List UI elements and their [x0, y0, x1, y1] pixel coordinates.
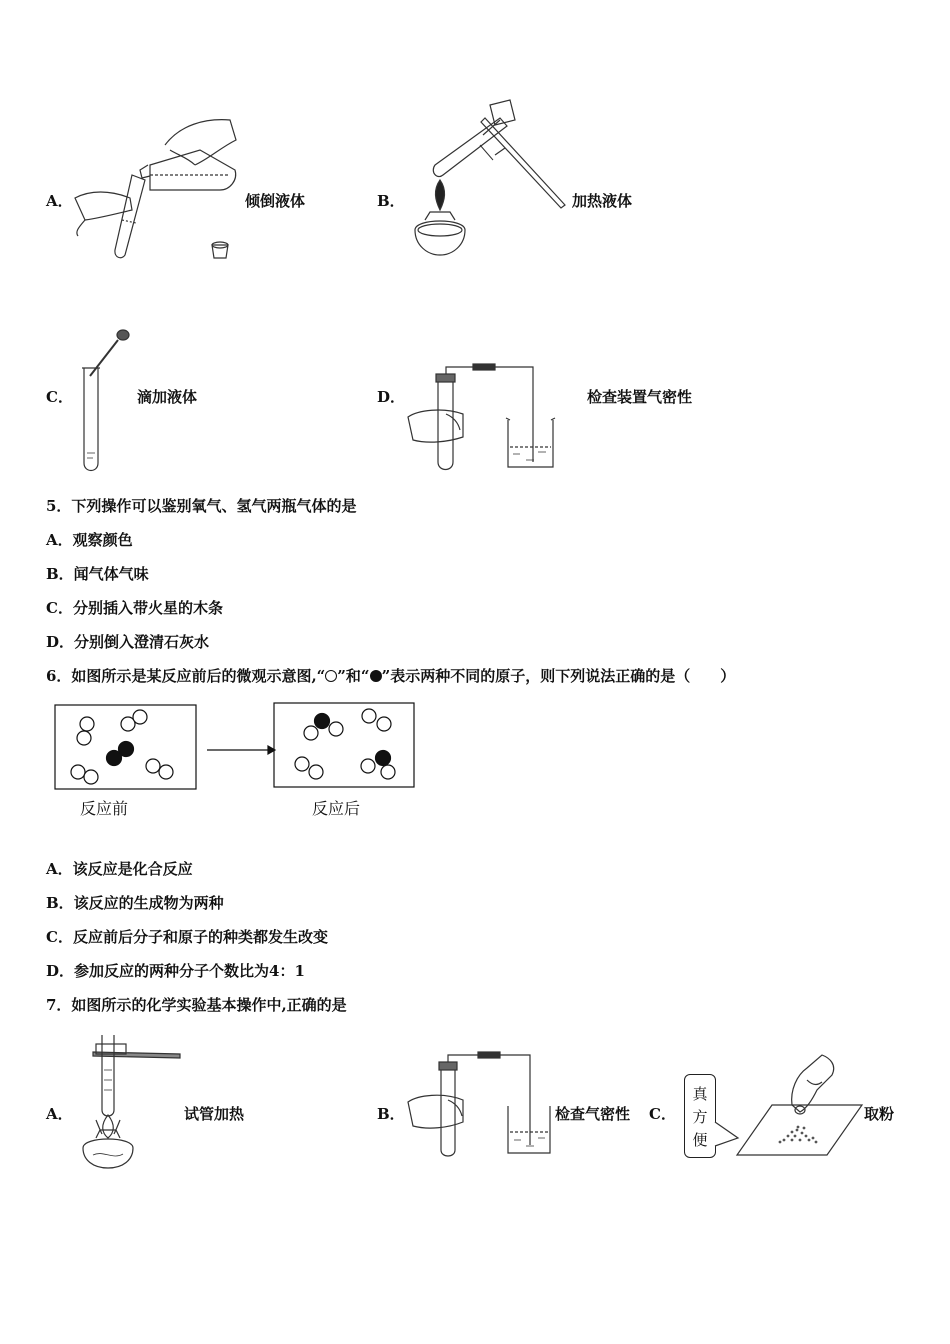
open-atom-icon — [325, 670, 337, 682]
q6-stem-part2: ”和“ — [337, 667, 370, 685]
caption-before: 反应前 — [80, 799, 129, 818]
q7-option-a-label: 试管加热 — [184, 1105, 245, 1123]
q7-option-c-label: 取粉 — [864, 1105, 895, 1123]
filled-atom-icon — [370, 670, 382, 682]
pouring-liquid-illustration — [70, 110, 240, 265]
q4-option-c-letter: C． — [46, 388, 73, 406]
q7-option-b-letter: B． — [377, 1105, 405, 1123]
q5-stem: 5．下列操作可以鉴别氧气、氢气两瓶气体的是 — [46, 497, 357, 515]
q7-stem: 7．如图所示的化学实验基本操作中,正确的是 — [46, 996, 347, 1014]
q6-option-d: D．参加反应的两种分子个数比为4：1 — [46, 962, 305, 980]
sign-char-2: 方 — [692, 1107, 708, 1126]
q4-option-a-label: 倾倒液体 — [245, 192, 306, 210]
taking-powder-illustration — [712, 1050, 862, 1160]
q5-option-c: C．分别插入带火星的木条 — [46, 599, 223, 617]
q6-stem-part1: 6．如图所示是某反应前后的微观示意图,“ — [46, 667, 326, 685]
q6-option-c: C．反应前后分子和原子的种类都发生改变 — [46, 928, 328, 946]
q5-option-b: B．闻气体气味 — [46, 565, 149, 583]
q7-option-c-letter: C． — [649, 1105, 676, 1123]
q6-option-a: A．该反应是化合反应 — [46, 860, 193, 878]
q4-option-d-label: 检查装置气密性 — [587, 388, 693, 406]
airtightness-check-illustration — [408, 362, 558, 474]
q4-option-c-label: 滴加液体 — [137, 388, 198, 406]
q5-option-d: D．分别倒入澄清石灰水 — [46, 633, 210, 651]
q4-option-b-label: 加热液体 — [572, 192, 633, 210]
q6-stem — [46, 665, 735, 686]
q7-option-a-letter: A． — [46, 1105, 73, 1123]
caption-after: 反应后 — [312, 799, 361, 818]
q4-option-b-letter: B． — [377, 192, 405, 210]
q5-option-a: A．观察颜色 — [46, 531, 133, 549]
reaction-diagram — [50, 700, 420, 795]
sign-char-1: 真 — [692, 1084, 708, 1103]
q6-stem-part3: ”表示两种不同的原子，则下列说法正确的是（ ） — [381, 667, 736, 685]
dropping-liquid-illustration — [78, 328, 138, 473]
q4-option-d-letter: D． — [377, 388, 406, 406]
sign-char-3: 便 — [692, 1130, 708, 1149]
heating-tube-illustration — [78, 1030, 183, 1170]
q4-option-a-letter: A． — [46, 192, 73, 210]
airtightness-check-illustration-2 — [408, 1050, 558, 1160]
q6-option-b: B．该反应的生成物为两种 — [46, 894, 224, 912]
q7-option-b-label: 检查气密性 — [555, 1105, 631, 1123]
heating-liquid-illustration — [405, 100, 570, 265]
